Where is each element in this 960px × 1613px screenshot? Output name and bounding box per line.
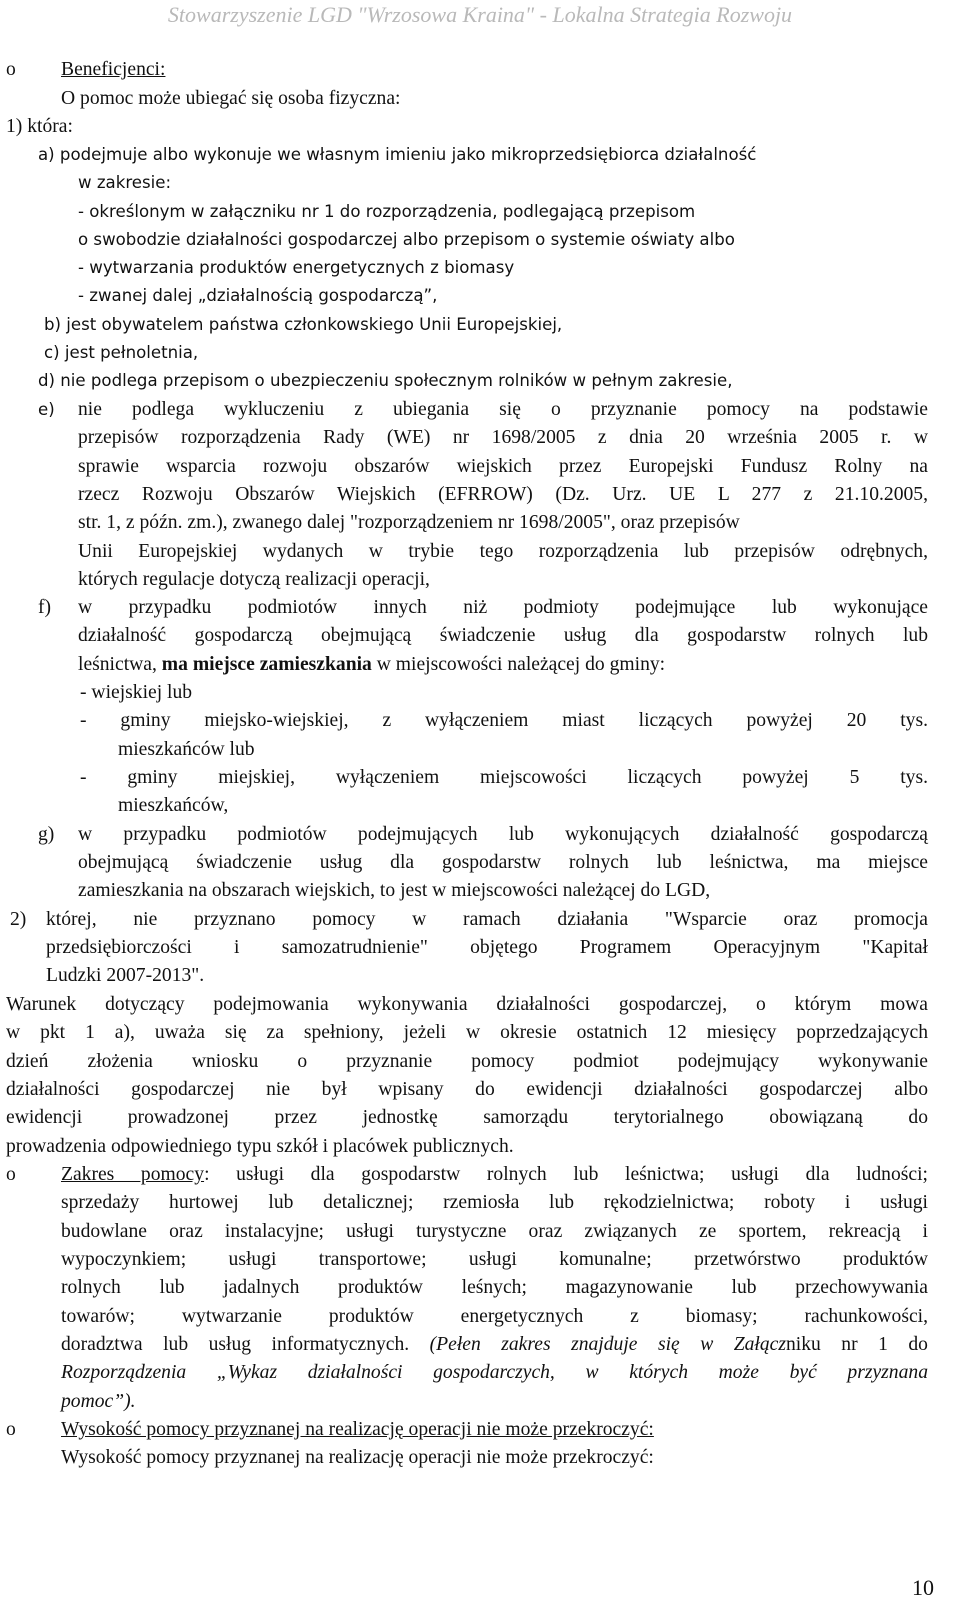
bullet-marker: o [6,1419,16,1440]
section-heading-wysokosc: Wysokość pomocy przyznanej na realizację operacji nie może przekroczyć: [61,1419,654,1440]
item-g-line: zamieszkania na obszarach wiejskich, to jest w miejscowości należącej do LGD, [78,880,711,901]
zakres-line: budowlane oraz instalacyjne; usługi turystyczne oraz związanych ze sportem, rekreacją i [61,1221,928,1242]
item-g-line: obejmującą świadczenie usług dla gospodarstw rolnych lub leśnictwa, ma miejsce [78,852,928,873]
item-a-line: - określonym w załączniku nr 1 do rozporządzenia, podlegającą przepisom [78,202,696,221]
item-e-line: str. 1, z późn. zm.), zwanego dalej "rozporządzeniem nr 1698/2005", oraz przepisów [78,512,740,533]
item-e-line: Unii Europejskiej wydanych w trybie tego rozporządzenia lub przepisów odrębnych, [78,541,928,562]
zakres-line: rolnych lub jadalnych produktów leśnych; magazynowanie lub przechowywania [61,1277,928,1298]
item-f-line: działalność gospodarczą obejmującą świadczenie usług dla gospodarstw rolnych lub [78,625,928,646]
item-f-dash: mieszkańców lub [118,739,255,760]
item-2-line: Ludzki 2007-2013". [46,965,205,986]
item-2-line: przedsiębiorczości i samozatrudnienie" objętego Programem Operacyjnym "Kapitał [46,937,928,958]
item-f-dash: mieszkańców, [118,795,229,816]
item-g-label: g) [38,824,55,845]
section-heading-beneficjenci: Beneficjenci: [61,59,166,80]
warunek-paragraph: prowadzenia odpowiedniego typu szkół i placówek publicznych. [6,1136,514,1157]
zakres-line: doradztwa lub usług informatycznych. (Pełen zakres znajduje się w Załączniku nr 1 do [61,1334,928,1355]
warunek-paragraph: ewidencji prowadzonej przez jednostkę samorządu terytorialnego obowiązaną do [6,1107,928,1128]
warunek-paragraph: działalności gospodarczej nie był wpisany do ewidencji działalności gospodarczej albo [6,1079,928,1100]
item-e-line: rzecz Rozwoju Obszarów Wiejskich (EFRROW) (Dz. Urz. UE L 277 z 21.10.2005, [78,484,928,505]
item-f-label: f) [38,597,52,618]
zakres-line: Zakres pomocy: usługi dla gospodarstw rolnych lub leśnictwa; usługi dla ludności; [61,1164,928,1185]
item-1-label: 1) która: [6,116,73,137]
item-2-line: której, nie przyznano pomocy w ramach działania "Wsparcie oraz promocja [46,909,928,930]
zakres-line: sprzedaży hurtowej lub detalicznej; rzemiosła lub rękodzielnictwa; roboty i usługi [61,1192,928,1213]
item-f-dash: - gminy miejsko-wiejskiej, z wyłączeniem miast liczących powyżej 20 tys. [80,710,928,731]
item-f-line: w przypadku podmiotów innych niż podmioty podejmujące lub wykonujące [78,597,928,618]
zakres-line: towarów; wytwarzanie produktów energetycznych z biomasy; rachunkowości, [61,1306,928,1327]
zakres-line: pomoc”). [61,1391,136,1412]
item-a-line: a) podejmuje albo wykonuje we własnym imieniu jako mikroprzedsiębiorca działalność [38,145,757,164]
bullet-marker: o [6,59,16,80]
item-b: b) jest obywatelem państwa członkowskiego Unii Europejskiej, [44,315,563,334]
item-2-label: 2) [10,909,27,930]
section-heading-zakres: Zakres pomocy [61,1164,205,1185]
page-header: Stowarzyszenie LGD "Wrzosowa Kraina" - Lokalna Strategia Rozwoju [167,2,793,27]
item-f-dash: - wiejskiej lub [80,682,193,703]
item-e-line: przepisów rozporządzenia Rady (WE) nr 1698/2005 z dnia 20 września 2005 r. w [78,427,928,448]
item-a-line: - zwanej dalej „działalnością gospodarczą”, [78,286,438,305]
item-c: c) jest pełnoletnia, [44,343,199,362]
bullet-marker: o [6,1164,16,1185]
item-f-dash: - gminy miejskiej, wyłączeniem miejscowości liczących powyżej 5 tys. [80,767,928,788]
item-a-line: o swobodzie działalności gospodarczej albo przepisom o systemie oświaty albo [78,230,735,249]
item-e-line: których regulacje dotyczą realizacji operacji, [78,569,430,590]
item-g-line: w przypadku podmiotów podejmujących lub wykonujących działalność gospodarczą [78,824,928,845]
item-f-line: leśnictwa, ma miejsce zamieszkania w miejscowości należącej do gminy: [78,654,666,675]
item-d: d) nie podlega przepisom o ubezpieczeniu społecznym rolników w pełnym zakresie, [38,371,733,390]
beneficjenci-intro: O pomoc może ubiegać się osoba fizyczna: [61,88,401,109]
warunek-paragraph: w pkt 1 a), uważa się za spełniony, jeżeli w okresie ostatnich 12 miesięcy poprzedzających [6,1022,928,1043]
wysokosc-line: Wysokość pomocy przyznanej na realizację operacji nie może przekroczyć: [61,1447,654,1468]
page-number: 10 [912,1575,934,1600]
item-e-line: sprawie wsparcia rozwoju obszarów wiejskich przez Europejski Fundusz Rolny na [78,456,928,477]
warunek-paragraph: Warunek dotyczący podejmowania wykonywania działalności gospodarczej, o którym mowa [6,994,928,1015]
zakres-line: wypoczynkiem; usługi transportowe; usługi komunalne; przetwórstwo produktów [61,1249,928,1270]
warunek-paragraph: dzień złożenia wniosku o przyznanie pomocy podmiot podejmujący wykonywanie [6,1051,928,1072]
item-a-line: - wytwarzania produktów energetycznych z biomasy [78,258,515,277]
zakres-line: Rozporządzenia „Wykaz działalności gospodarczych, w których może być przyznana [61,1362,928,1383]
item-a-line: w zakresie: [78,173,172,192]
item-e-label: e) [38,400,55,419]
item-e-line: nie podlega wykluczeniu z ubiegania się o przyznanie pomocy na podstawie [78,399,928,420]
